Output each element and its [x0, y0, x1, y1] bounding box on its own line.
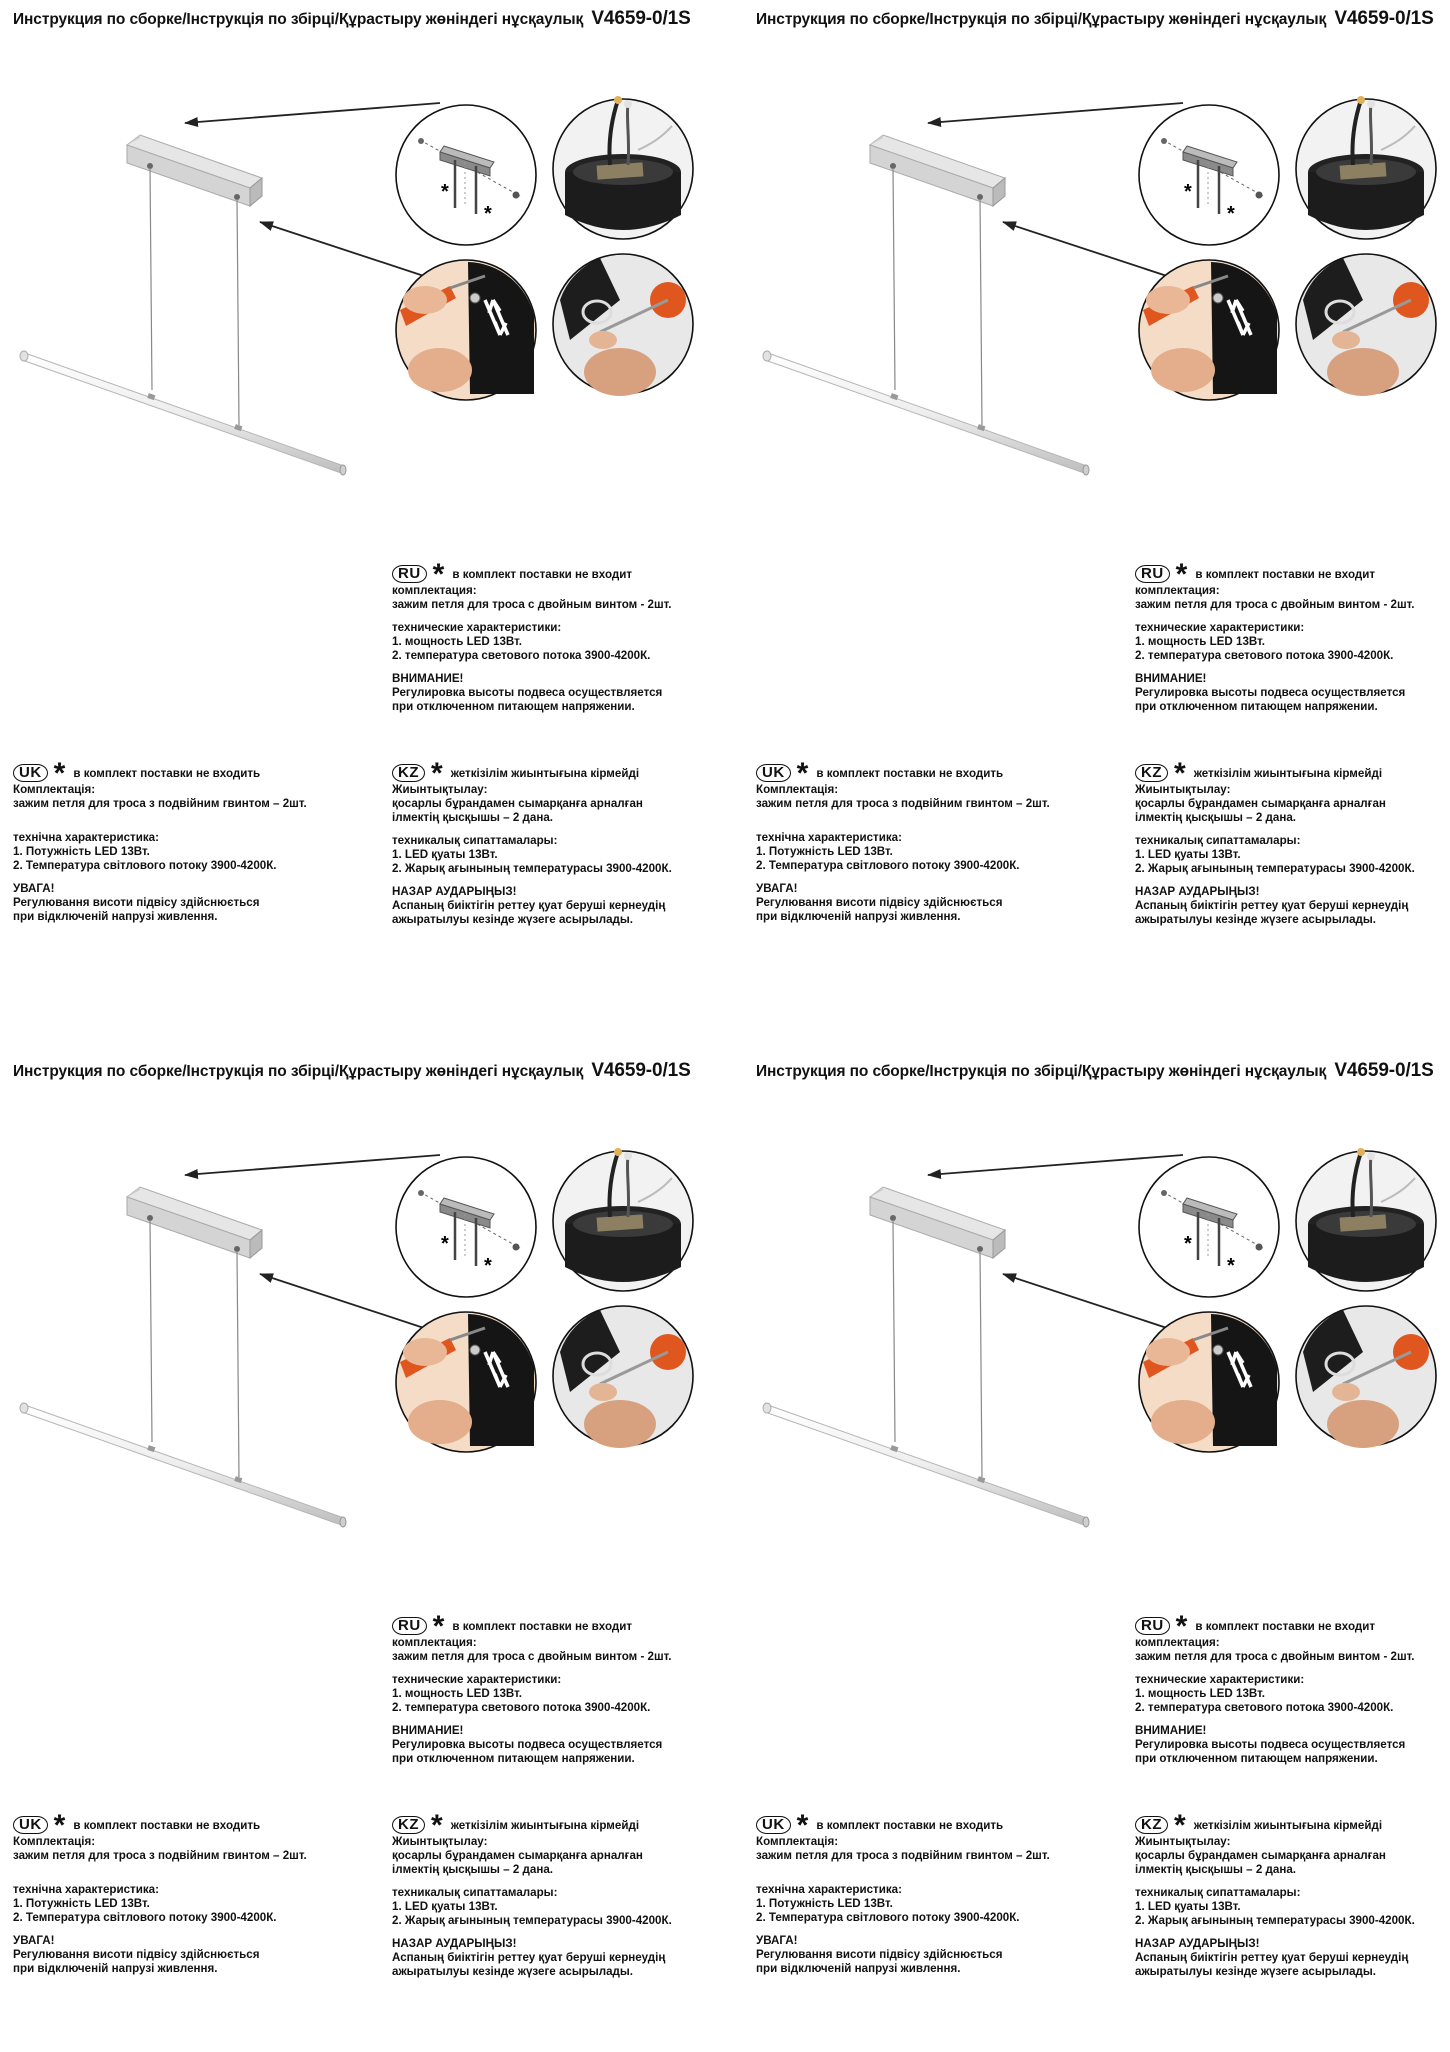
kz-block — [392, 757, 672, 927]
kz-line: техникалық сипаттамалары: — [1135, 834, 1301, 847]
suspension-cable — [980, 1251, 982, 1477]
suspension-cable — [237, 1251, 239, 1477]
model-code: V4659-0/1S — [1334, 8, 1434, 29]
kz-line: техникалық сипаттамалары: — [1135, 1886, 1301, 1899]
ru-line: зажим петля для троса с двойным винтом - 2шт. — [1135, 1650, 1415, 1663]
mounting-hardware-detail — [1139, 1157, 1279, 1297]
ru-line: Регулировка высоты подвеса осуществляется — [1135, 1738, 1406, 1751]
uk-line: УВАГА! — [756, 1934, 798, 1947]
ru-line: 2. температура светового потока 3900-4200К. — [392, 1701, 651, 1714]
uk-line: 1. Потужність LED 13Вт. — [13, 845, 150, 858]
kz-language-badge: KZ — [392, 764, 425, 782]
kz-line: НАЗАР АУДАРЫҢЫЗ! — [1135, 1937, 1260, 1950]
kz-line: 1. LED қуаты 13Вт. — [392, 1900, 498, 1913]
ru-line: комплектация: — [392, 584, 477, 597]
not-included-mark: * — [1227, 203, 1235, 225]
kz-line: қосарлы бұрандамен сымарқанға арналған — [1135, 1849, 1386, 1862]
suspension-cable — [980, 199, 982, 425]
kz-line: 1. LED қуаты 13Вт. — [392, 848, 498, 861]
led-bar — [763, 1403, 1089, 1527]
driver-wiring-photo — [1296, 96, 1436, 239]
ru-line: зажим петля для троса с двойным винтом - 2шт. — [392, 1650, 672, 1663]
kz-not-included-note: жеткізілім жиынтығына кірмейді — [1193, 1819, 1383, 1832]
uk-block — [13, 1809, 307, 1976]
not-included-mark: * — [1175, 558, 1188, 591]
instruction-panel-3 — [0, 1052, 725, 2052]
not-included-mark: * — [441, 1233, 449, 1255]
uk-line: УВАГА! — [13, 882, 55, 895]
kz-line: ілмектің қысқышы – 2 дана. — [392, 1863, 553, 1876]
kz-line: НАЗАР АУДАРЫҢЫЗ! — [1135, 885, 1260, 898]
kz-not-included-note: жеткізілім жиынтығына кірмейді — [1193, 767, 1383, 780]
uk-not-included-note: в комплект поставки не входить — [73, 767, 261, 780]
uk-language-badge: UK — [756, 1816, 791, 1834]
ru-not-included-note: в комплект поставки не входит — [452, 1620, 633, 1633]
uk-language-badge: UK — [756, 764, 791, 782]
ru-line: 1. мощность LED 13Вт. — [392, 635, 522, 648]
suspension-cable — [237, 199, 239, 425]
kz-line: НАЗАР АУДАРЫҢЫЗ! — [392, 885, 517, 898]
kz-line: Аспаның биіктігін реттеу қуат беруші кернеудің — [392, 899, 666, 912]
not-included-mark: * — [484, 1255, 492, 1277]
uk-not-included-note: в комплект поставки не входить — [816, 767, 1004, 780]
uk-not-included-note: в комплект поставки не входить — [73, 1819, 261, 1832]
ru-line: комплектация: — [1135, 584, 1220, 597]
uk-line: при відключеній напрузі живлення. — [756, 910, 961, 923]
kz-line: қосарлы бұрандамен сымарқанға арналған — [392, 797, 643, 810]
kz-line: Жиынтықтылау: — [392, 783, 488, 796]
not-included-mark: * — [432, 558, 445, 591]
instruction-panel-1 — [0, 0, 725, 1000]
uk-line: Комплектація: — [756, 1835, 839, 1848]
ru-line: ВНИМАНИЕ! — [392, 672, 464, 685]
kz-not-included-note: жеткізілім жиынтығына кірмейді — [450, 767, 640, 780]
ru-line: при отключенном питающем напряжении. — [1135, 1752, 1378, 1765]
kz-line: 1. LED қуаты 13Вт. — [1135, 848, 1241, 861]
uk-line: УВАГА! — [13, 1934, 55, 1947]
ru-line: 2. температура светового потока 3900-4200К. — [1135, 1701, 1394, 1714]
not-included-mark: * — [53, 1809, 66, 1842]
ru-line: Регулировка высоты подвеса осуществляется — [1135, 686, 1406, 699]
kz-line: ілмектің қысқышы – 2 дана. — [1135, 1863, 1296, 1876]
ru-line: ВНИМАНИЕ! — [392, 1724, 464, 1737]
uk-line: 2. Температура світлового потоку 3900-4200К. — [13, 1911, 277, 1924]
model-code: V4659-0/1S — [1334, 1060, 1434, 1081]
kz-line: ажыратылуы кезінде жүзеге асырылады. — [1135, 1965, 1377, 1978]
ru-block — [392, 558, 672, 714]
not-included-mark: * — [53, 757, 66, 790]
uk-line: технічна характеристика: — [756, 831, 902, 844]
kz-line: Аспаның биіктігін реттеу қуат беруші кернеудің — [392, 1951, 666, 1964]
mounting-hardware-detail — [396, 105, 536, 245]
uk-line: 1. Потужність LED 13Вт. — [756, 845, 893, 858]
uk-line: технічна характеристика: — [756, 1883, 902, 1896]
cable-loop-clamp-photo — [553, 254, 693, 396]
not-included-mark: * — [796, 1809, 809, 1842]
ru-language-badge: RU — [392, 565, 427, 583]
ru-line: технические характеристики: — [392, 1673, 562, 1686]
pointer-arrow — [1003, 222, 1173, 278]
uk-line: при відключеній напрузі живлення. — [13, 1962, 218, 1975]
ru-block — [1135, 1610, 1415, 1766]
suspension-cable — [150, 168, 152, 390]
cable-loop-clamp-photo — [1296, 1306, 1436, 1448]
model-code: V4659-0/1S — [591, 8, 691, 29]
ceiling-canopy — [127, 1187, 262, 1258]
mounting-hardware-detail — [396, 1157, 536, 1297]
not-included-mark: * — [1175, 1610, 1188, 1643]
uk-line: УВАГА! — [756, 882, 798, 895]
cable-loop-clamp-photo — [553, 1306, 693, 1448]
kz-line: Жиынтықтылау: — [1135, 783, 1231, 796]
ru-language-badge: RU — [1135, 565, 1170, 583]
kz-line: Аспаның биіктігін реттеу қуат беруші кернеудің — [1135, 899, 1409, 912]
not-included-mark: * — [1174, 1809, 1186, 1842]
uk-language-badge: UK — [13, 1816, 48, 1834]
uk-line: 1. Потужність LED 13Вт. — [756, 1897, 893, 1910]
uk-line: Регулювання висоти підвісу здійснюється — [756, 1948, 1003, 1961]
kz-line: 2. Жарық ағынының температурасы 3900-4200К. — [1135, 862, 1415, 875]
ceiling-canopy — [870, 1187, 1005, 1258]
uk-line: при відключеній напрузі живлення. — [756, 1962, 961, 1975]
mounting-hardware-detail — [1139, 105, 1279, 245]
led-bar — [20, 1403, 346, 1527]
cable-loop-clamp-photo — [1296, 254, 1436, 396]
ceiling-canopy — [870, 135, 1005, 206]
height-adjustment-photo — [1139, 260, 1279, 400]
uk-line: зажим петля для троса з подвійним гвинтом – 2шт. — [756, 1849, 1050, 1862]
uk-line: Регулювання висоти підвісу здійснюється — [13, 896, 260, 909]
uk-block — [756, 1809, 1050, 1976]
not-included-mark: * — [431, 1809, 443, 1842]
ru-line: комплектация: — [1135, 1636, 1220, 1649]
kz-line: қосарлы бұрандамен сымарқанға арналған — [392, 1849, 643, 1862]
title-text: Инструкция по сборке/Інструкція по збірці/Құрастыру жөніндегі нұсқаулық — [13, 1063, 584, 1080]
kz-line: ажыратылуы кезінде жүзеге асырылады. — [392, 1965, 634, 1978]
ru-not-included-note: в комплект поставки не входит — [1195, 568, 1376, 581]
not-included-mark: * — [1184, 1233, 1192, 1255]
uk-block — [13, 757, 307, 924]
instruction-panel-2 — [743, 0, 1450, 1000]
ru-line: при отключенном питающем напряжении. — [392, 1752, 635, 1765]
kz-line: техникалық сипаттамалары: — [392, 834, 558, 847]
kz-language-badge: KZ — [392, 1816, 425, 1834]
pointer-arrow — [1003, 1274, 1173, 1330]
uk-line: зажим петля для троса з подвійним гвинтом – 2шт. — [756, 797, 1050, 810]
title-text: Инструкция по сборке/Інструкція по збірці/Құрастыру жөніндегі нұсқаулық — [756, 11, 1327, 28]
uk-not-included-note: в комплект поставки не входить — [816, 1819, 1004, 1832]
led-bar — [763, 351, 1089, 475]
kz-line: НАЗАР АУДАРЫҢЫЗ! — [392, 1937, 517, 1950]
ru-language-badge: RU — [392, 1617, 427, 1635]
kz-line: 2. Жарық ағынының температурасы 3900-4200К. — [392, 1914, 672, 1927]
pointer-arrow — [185, 1155, 440, 1175]
kz-not-included-note: жеткізілім жиынтығына кірмейді — [450, 1819, 640, 1832]
driver-wiring-photo — [553, 1148, 693, 1291]
ru-not-included-note: в комплект поставки не входит — [452, 568, 633, 581]
ru-language-badge: RU — [1135, 1617, 1170, 1635]
uk-line: технічна характеристика: — [13, 1883, 159, 1896]
not-included-mark: * — [796, 757, 809, 790]
ru-line: Регулировка высоты подвеса осуществляется — [392, 1738, 663, 1751]
title-text: Инструкция по сборке/Інструкція по збірці/Құрастыру жөніндегі нұсқаулық — [756, 1063, 1327, 1080]
uk-line: Комплектація: — [13, 1835, 96, 1848]
kz-language-badge: KZ — [1135, 1816, 1168, 1834]
uk-line: Регулювання висоти підвісу здійснюється — [13, 1948, 260, 1961]
not-included-mark: * — [432, 1610, 445, 1643]
uk-line: 2. Температура світлового потоку 3900-4200К. — [756, 859, 1020, 872]
ru-block — [392, 1610, 672, 1766]
not-included-mark: * — [1227, 1255, 1235, 1277]
kz-language-badge: KZ — [1135, 764, 1168, 782]
uk-line: Комплектація: — [756, 783, 839, 796]
uk-line: зажим петля для троса з подвійним гвинтом – 2шт. — [13, 1849, 307, 1862]
uk-block — [756, 757, 1050, 924]
kz-block — [392, 1809, 672, 1979]
kz-line: 2. Жарық ағынының температурасы 3900-4200К. — [392, 862, 672, 875]
kz-line: Жиынтықтылау: — [392, 1835, 488, 1848]
height-adjustment-photo — [1139, 1312, 1279, 1452]
uk-line: 2. Температура світлового потоку 3900-4200К. — [756, 1911, 1020, 1924]
not-included-mark: * — [441, 181, 449, 203]
suspension-cable — [893, 1220, 895, 1442]
ru-line: 1. мощность LED 13Вт. — [1135, 635, 1265, 648]
kz-line: Аспаның биіктігін реттеу қуат беруші кернеудің — [1135, 1951, 1409, 1964]
uk-line: при відключеній напрузі живлення. — [13, 910, 218, 923]
uk-line: Комплектація: — [13, 783, 96, 796]
ru-line: Регулировка высоты подвеса осуществляется — [392, 686, 663, 699]
ru-line: зажим петля для троса с двойным винтом - 2шт. — [1135, 598, 1415, 611]
kz-line: ілмектің қысқышы – 2 дана. — [392, 811, 553, 824]
suspension-cable — [893, 168, 895, 390]
suspension-cable — [150, 1220, 152, 1442]
ru-line: технические характеристики: — [392, 621, 562, 634]
ru-line: ВНИМАНИЕ! — [1135, 1724, 1207, 1737]
kz-line: техникалық сипаттамалары: — [392, 1886, 558, 1899]
kz-line: ілмектің қысқышы – 2 дана. — [1135, 811, 1296, 824]
ru-line: 2. температура светового потока 3900-4200К. — [392, 649, 651, 662]
kz-block — [1135, 757, 1415, 927]
kz-line: ажыратылуы кезінде жүзеге асырылады. — [1135, 913, 1377, 926]
ru-not-included-note: в комплект поставки не входит — [1195, 1620, 1376, 1633]
pointer-arrow — [928, 1155, 1183, 1175]
kz-line: 1. LED қуаты 13Вт. — [1135, 1900, 1241, 1913]
uk-line: зажим петля для троса з подвійним гвинтом – 2шт. — [13, 797, 307, 810]
not-included-mark: * — [431, 757, 443, 790]
pointer-arrow — [185, 103, 440, 123]
kz-line: қосарлы бұрандамен сымарқанға арналған — [1135, 797, 1386, 810]
ru-line: при отключенном питающем напряжении. — [392, 700, 635, 713]
ru-line: технические характеристики: — [1135, 621, 1305, 634]
title-text: Инструкция по сборке/Інструкція по збірці/Құрастыру жөніндегі нұсқаулық — [13, 11, 584, 28]
ru-line: 1. мощность LED 13Вт. — [392, 1687, 522, 1700]
instruction-panel-4 — [743, 1052, 1450, 2052]
ru-line: 2. температура светового потока 3900-4200К. — [1135, 649, 1394, 662]
uk-line: Регулювання висоти підвісу здійснюється — [756, 896, 1003, 909]
ru-line: зажим петля для троса с двойным винтом - 2шт. — [392, 598, 672, 611]
model-code: V4659-0/1S — [591, 1060, 691, 1081]
ru-line: 1. мощность LED 13Вт. — [1135, 1687, 1265, 1700]
led-bar — [20, 351, 346, 475]
not-included-mark: * — [484, 203, 492, 225]
ru-line: ВНИМАНИЕ! — [1135, 672, 1207, 685]
kz-line: 2. Жарық ағынының температурасы 3900-4200К. — [1135, 1914, 1415, 1927]
pointer-arrow — [260, 1274, 430, 1330]
pointer-arrow — [260, 222, 430, 278]
not-included-mark: * — [1174, 757, 1186, 790]
height-adjustment-photo — [396, 1312, 536, 1452]
driver-wiring-photo — [1296, 1148, 1436, 1291]
uk-line: технічна характеристика: — [13, 831, 159, 844]
kz-line: ажыратылуы кезінде жүзеге асырылады. — [392, 913, 634, 926]
kz-line: Жиынтықтылау: — [1135, 1835, 1231, 1848]
uk-line: 1. Потужність LED 13Вт. — [13, 1897, 150, 1910]
height-adjustment-photo — [396, 260, 536, 400]
not-included-mark: * — [1184, 181, 1192, 203]
pointer-arrow — [928, 103, 1183, 123]
kz-block — [1135, 1809, 1415, 1979]
ceiling-canopy — [127, 135, 262, 206]
ru-line: при отключенном питающем напряжении. — [1135, 700, 1378, 713]
driver-wiring-photo — [553, 96, 693, 239]
ru-line: комплектация: — [392, 1636, 477, 1649]
ru-line: технические характеристики: — [1135, 1673, 1305, 1686]
ru-block — [1135, 558, 1415, 714]
uk-line: 2. Температура світлового потоку 3900-4200К. — [13, 859, 277, 872]
uk-language-badge: UK — [13, 764, 48, 782]
